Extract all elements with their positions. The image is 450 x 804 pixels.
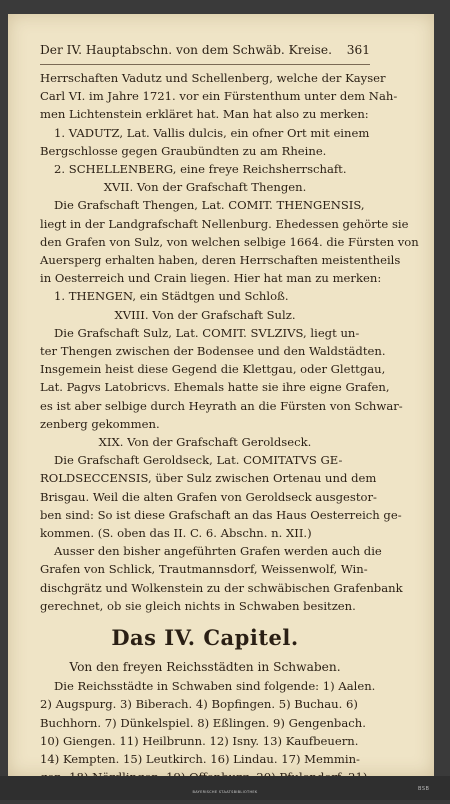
text-line: ROLDSECCENSIS, über Sulz zwischen Ortenau und dem — [40, 471, 377, 486]
section-heading: XVIII. Von der Grafschaft Sulz. — [114, 307, 296, 322]
viewer-bottom-strip — [0, 776, 450, 800]
text-line: 1. THENGEN, ein Städtgen und Schloß. — [54, 289, 289, 304]
text-line: Die Grafschaft Thengen, Lat. COMIT. THENGENSIS, — [54, 198, 365, 213]
text-line: in Oesterreich und Crain liegen. Hier hat man zu merken: — [40, 271, 382, 286]
text-line: Bergschlosse gegen Graubündten zu am Rheine. — [40, 143, 327, 158]
text-line: Die Grafschaft Sulz, Lat. COMIT. SVLZIVS, liegt un- — [54, 325, 360, 340]
text-line: men Lichtenstein erkläret hat. Man hat also zu merken: — [40, 107, 369, 122]
text-line: Ausser den bisher angeführten Grafen werden auch die — [54, 544, 382, 559]
running-title: Der IV. Hauptabschn. von dem Schwäb. Kreise. — [40, 43, 332, 57]
library-credit: BAYERISCHE STAATSBIBLIOTHEK — [192, 790, 258, 794]
text-line: Lat. Pagvs Latobricvs. Ehemals hatte sie ihre eigne Grafen, — [40, 380, 390, 395]
text-line: Buchhorn. 7) Dünkelspiel. 8) Eßlingen. 9) Gengenbach. — [40, 715, 366, 730]
text-line: 14) Kempten. 15) Leutkirch. 16) Lindau. 17) Memmin- — [40, 751, 360, 766]
text-line: 10) Giengen. 11) Heilbrunn. 12) Isny. 13) Kaufbeuern. — [40, 733, 359, 748]
text-line: ter Thengen zwischen der Bodensee und den Waldstädten. — [40, 344, 386, 359]
section-heading: XIX. Von der Grafschaft Geroldseck. — [98, 435, 312, 450]
text-line: liegt in der Landgrafschaft Nellenburg. Ehedessen gehörte sie — [40, 216, 409, 231]
text-line: 2) Augspurg. 3) Biberach. 4) Bopfingen. 5) Buchau. 6) — [40, 697, 358, 712]
text-line: Grafen von Schlick, Trautmannsdorf, Weissenwolf, Win- — [40, 562, 368, 577]
running-header — [40, 40, 370, 65]
text-line: kommen. (S. oben das II. C. 6. Abschn. n. XII.) — [40, 526, 312, 541]
library-logo: BSB — [418, 786, 430, 792]
text-line: Insgemein heist diese Gegend die Klettgau, oder Glettgau, — [40, 362, 386, 377]
section-heading: XVII. Von der Grafschaft Thengen. — [103, 180, 307, 195]
text-line: den Grafen von Sulz, von welchen selbige 1664. die Fürsten von — [40, 234, 419, 249]
text-line: 2. SCHELLENBERG, eine freye Reichsherrschaft. — [54, 162, 347, 177]
text-line: es ist aber selbige durch Heyrath an die Fürsten von Schwar- — [40, 398, 403, 413]
text-line: ben sind: So ist diese Grafschaft an das Haus Oesterreich ge- — [40, 507, 402, 522]
text-line: Carl VI. im Jahre 1721. vor ein Fürstenthum unter dem Nah- — [40, 89, 398, 104]
text-line: Die Reichsstädte in Schwaben sind folgende: 1) Aalen. — [54, 679, 376, 694]
text-line: dischgrätz und Wolkenstein zu der schwäbischen Grafenbank — [40, 580, 403, 595]
chapter-subtitle: Von den freyen Reichsstädten in Schwaben. — [69, 660, 341, 675]
text-line: Die Grafschaft Geroldseck, Lat. COMITATVS GE- — [54, 453, 343, 468]
text-line: Brisgau. Weil die alten Grafen von Geroldseck ausgestor- — [40, 489, 377, 504]
text-line: Auersperg erhalten haben, deren Herrschaften meistentheils — [40, 253, 401, 268]
text-line: zenberg gekommen. — [40, 416, 160, 431]
text-line: Herrschaften Vadutz und Schellenberg, welche der Kayser — [40, 71, 386, 85]
page-number: 361 — [346, 43, 370, 57]
page-content — [40, 40, 419, 804]
chapter-title: Das IV. Capitel. — [111, 625, 299, 651]
text-line: 1. VADUTZ, Lat. Vallis dulcis, ein ofner Ort mit einem — [54, 125, 370, 140]
text-line: gerechnet, ob sie gleich nichts in Schwaben besitzen. — [40, 598, 356, 613]
